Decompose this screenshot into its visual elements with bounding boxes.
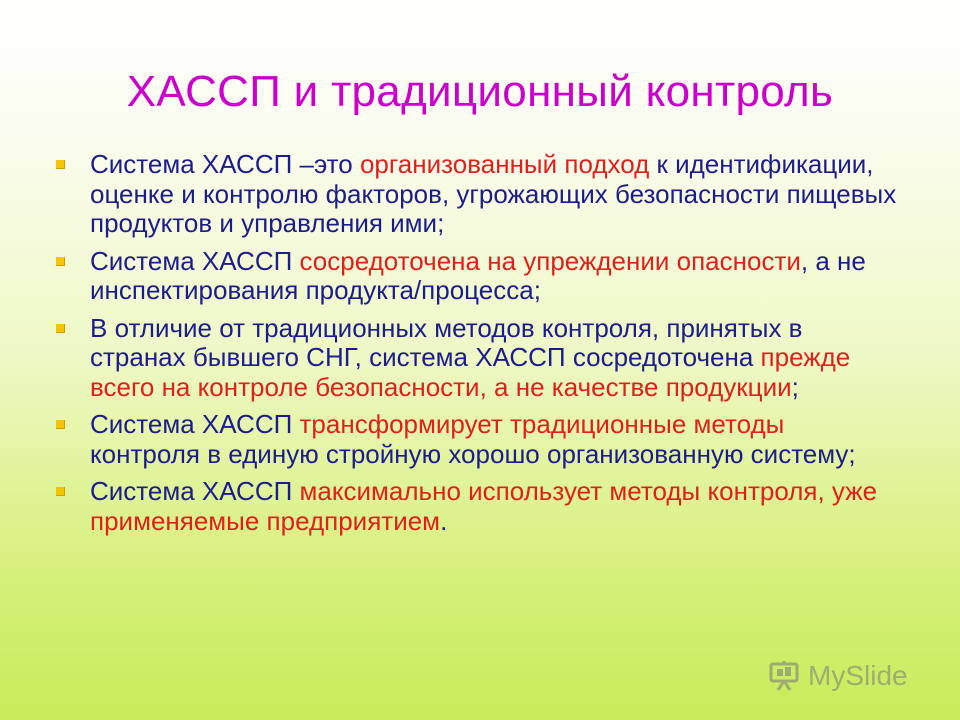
bullet-text: . xyxy=(440,505,448,536)
bullet-highlight: сосредоточена на упреждении опасности xyxy=(299,245,801,276)
slide-title: ХАССП и традиционный контроль xyxy=(126,67,834,116)
bullet-highlight: прежде всего на контроле безопасности, а не качестве продукции xyxy=(90,342,851,402)
watermark-text: MySlide xyxy=(808,660,908,691)
square-bullet-icon xyxy=(56,420,65,429)
bullet-text: Система ХАССП xyxy=(90,476,300,506)
bullet-text: Система ХАССП xyxy=(90,245,300,276)
square-bullet-icon xyxy=(56,160,65,169)
myslide-logo-icon xyxy=(768,660,802,692)
square-bullet-icon xyxy=(56,257,65,266)
bullet-highlight: организованный подход xyxy=(359,149,650,179)
bullet-text: , а не инспектирования продукта/процесса; xyxy=(90,245,866,305)
bullet-text: Система ХАССП –это xyxy=(90,149,360,179)
bullet-item xyxy=(50,477,900,536)
bullet-text: В отличие от традиционных методов контроля, принятых в странах бывшего СНГ, система ХАССП сосредоточена xyxy=(90,312,803,372)
bullet-text: к идентификации, оценке и контролю факторов, угрожающих безопасности пищевых продуктов и управления ими; xyxy=(90,149,897,238)
square-bullet-icon xyxy=(56,324,65,333)
bullet-text: Система ХАССП xyxy=(90,409,300,439)
bullet-item xyxy=(50,410,900,469)
bullet-item xyxy=(50,314,900,403)
bullet-item xyxy=(50,247,900,306)
square-bullet-icon xyxy=(56,487,65,496)
bullet-highlight: трансформирует традиционные методы xyxy=(299,409,785,439)
bullet-list xyxy=(50,150,900,544)
myslide-watermark xyxy=(768,656,928,696)
bullet-highlight: максимально использует методы контроля, уже применяемые предприятием xyxy=(90,476,878,536)
bullet-text: ; xyxy=(791,371,799,402)
bullet-item xyxy=(50,150,900,239)
bullet-text: контроля в единую стройную хорошо организованную систему; xyxy=(90,438,856,469)
